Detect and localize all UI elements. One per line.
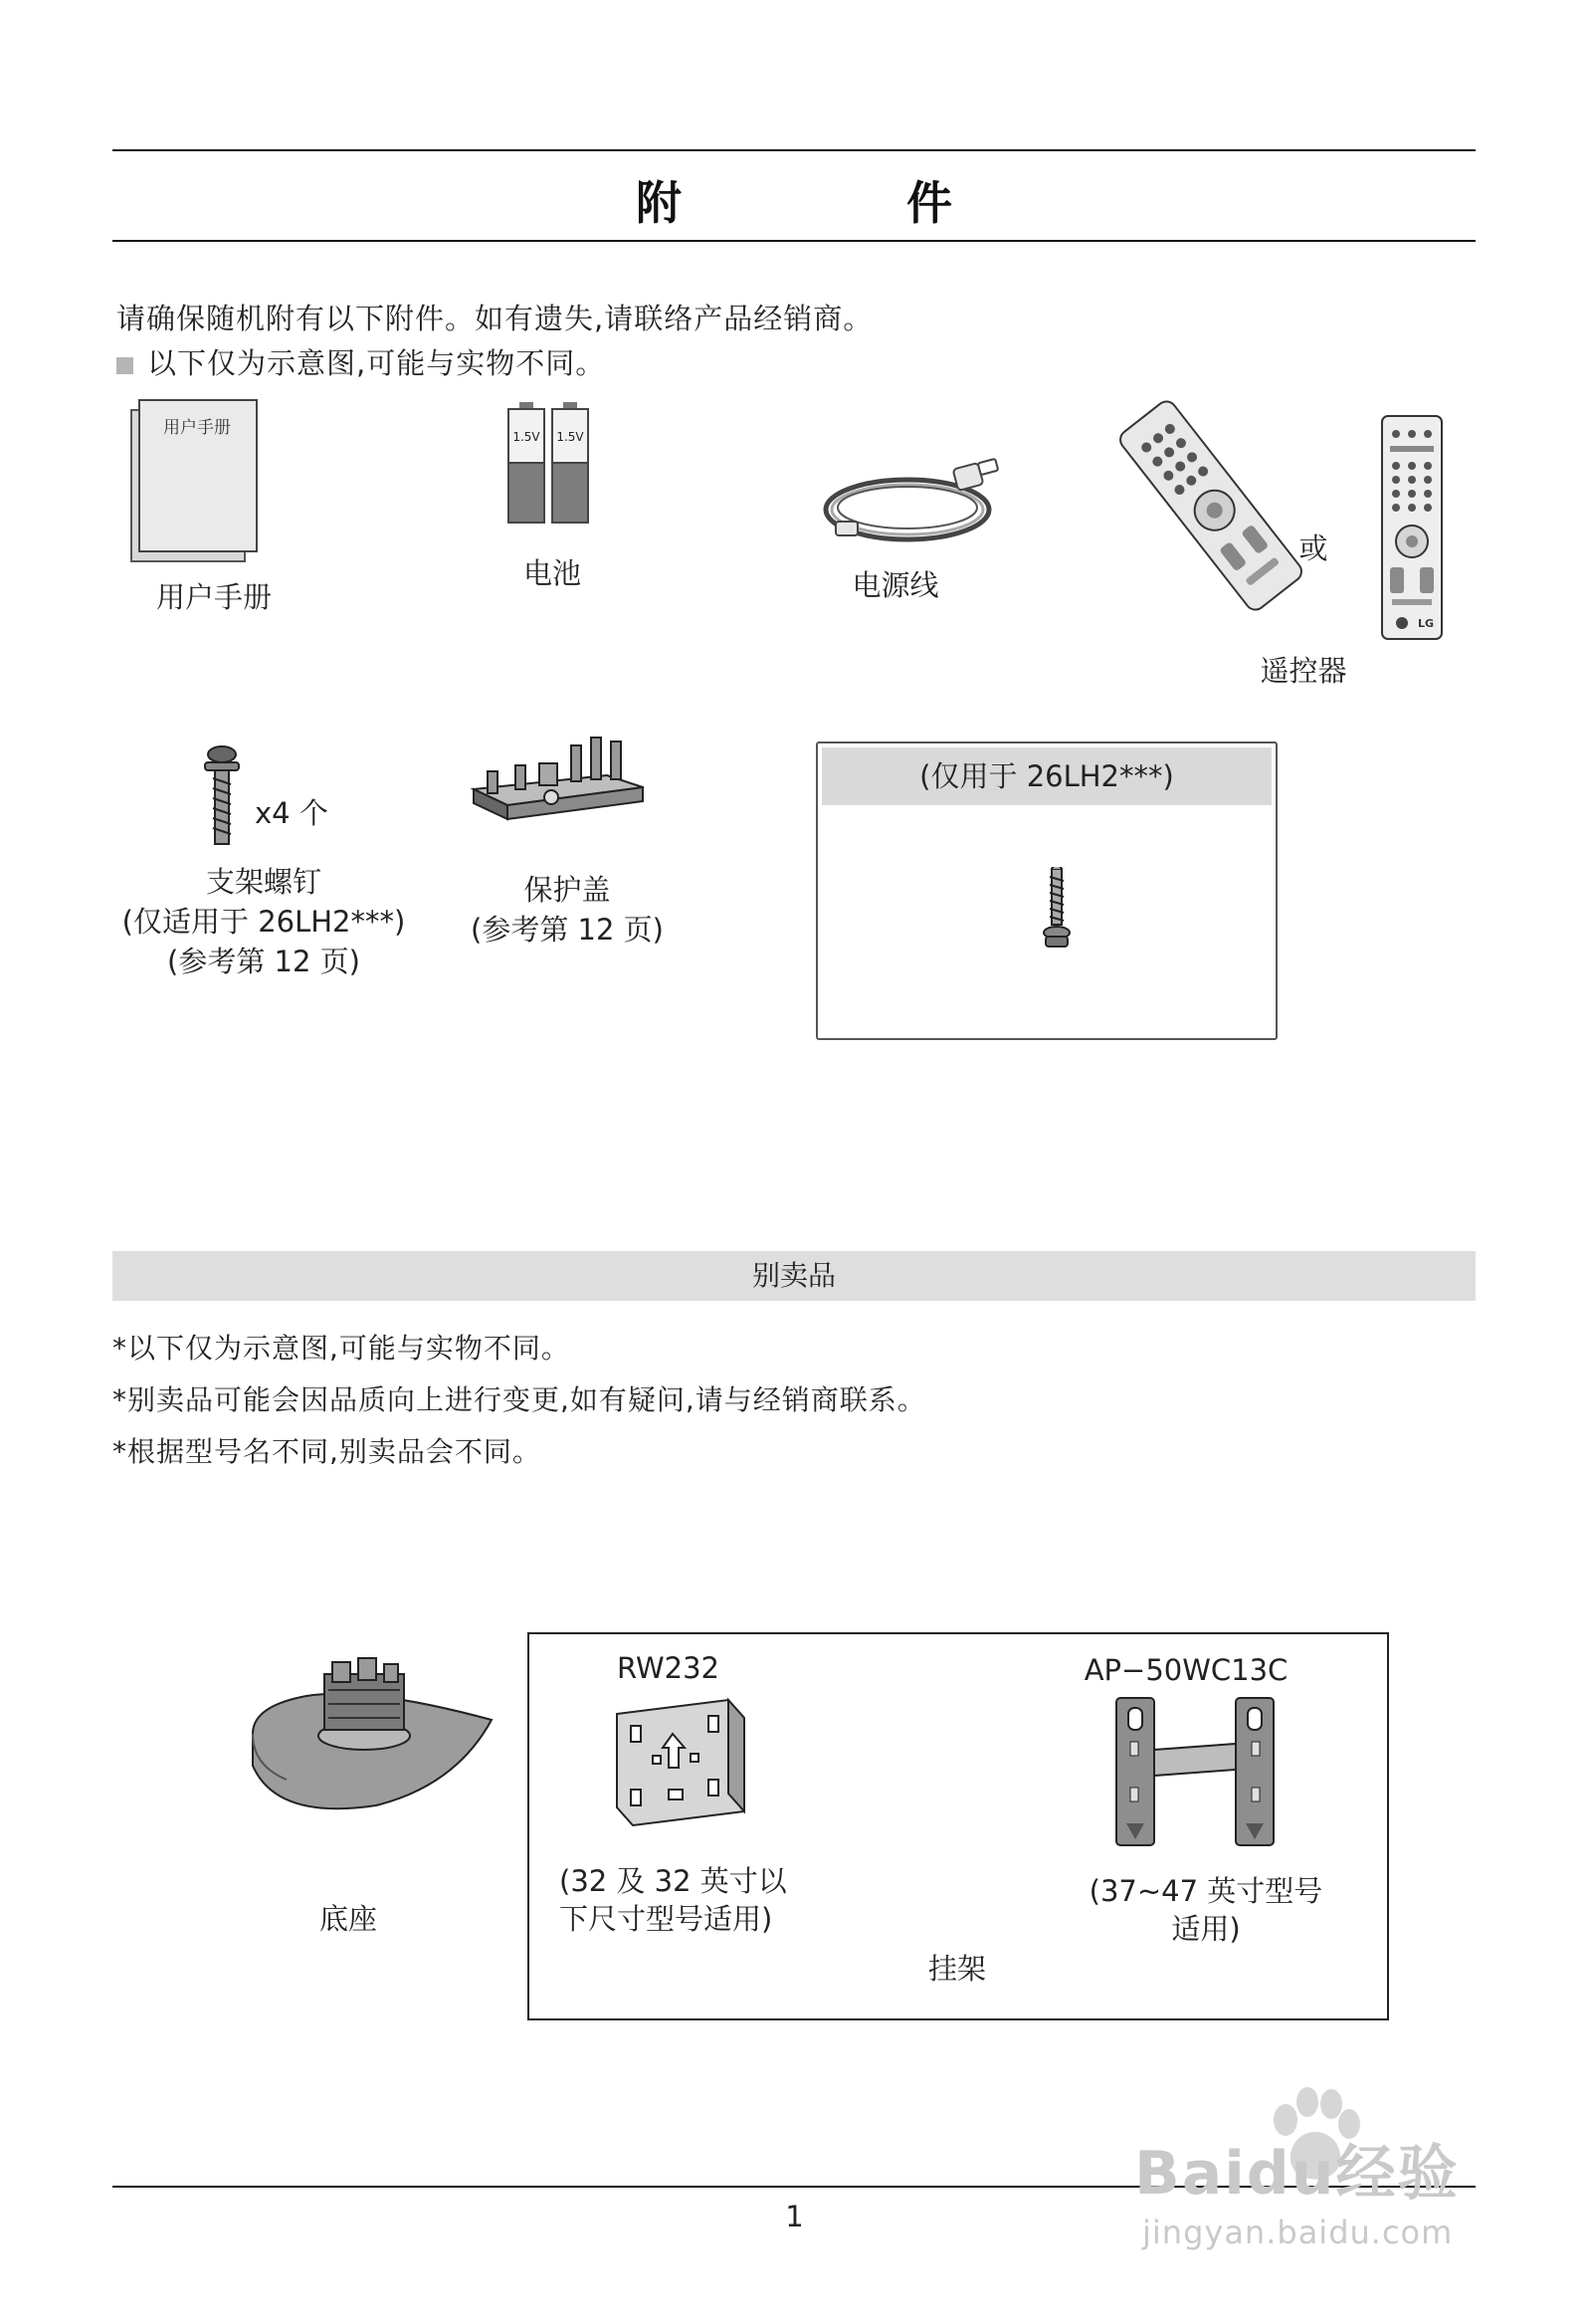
model-screw-box-header: (仅用于 26LH2***): [822, 747, 1272, 805]
optional-note-2: *别卖品可能会因品质向上进行变更,如有疑问,请与经销商联系。: [112, 1383, 926, 1416]
optional-note-1: *以下仅为示意图,可能与实物不同。: [112, 1332, 570, 1365]
power-cord-icon: [816, 446, 1005, 551]
mount-label: 挂架: [927, 1952, 986, 1986]
screw-count: x4 个: [255, 796, 328, 830]
page-number: 1: [785, 2200, 804, 2233]
intro-note-text: 以下仅为示意图,可能与实物不同。: [147, 346, 606, 380]
remote-label: 遥控器: [1260, 654, 1347, 688]
mount-desc-ap50wc13c-2: 适用): [1171, 1912, 1241, 1946]
power-cord-label: 电源线: [852, 568, 939, 602]
battery-voltage-text-2: 1.5V: [556, 430, 584, 444]
intro-text: 请确保随机附有以下附件。如有遗失,请联络产品经销商。: [116, 302, 874, 335]
stand-label: 底座: [318, 1902, 377, 1936]
mount-desc-ap50wc13c-1: (37~47 英寸型号: [1089, 1874, 1323, 1908]
title-bottom-rule: [112, 240, 1476, 242]
optional-note-3: *根据型号名不同,别卖品会不同。: [112, 1435, 541, 1468]
cover-label: 保护盖: [523, 873, 611, 907]
protection-cover-icon: [468, 730, 647, 823]
screw-note-model: (仅适用于 26LH2***): [121, 905, 406, 939]
top-rule: [112, 149, 1476, 151]
cover-note: (参考第 12 页): [471, 913, 664, 947]
stand-screw-icon: [197, 744, 247, 848]
bullet-square-icon: [116, 357, 133, 374]
mount-desc-rw232-1: (32 及 32 英寸以: [559, 1864, 787, 1898]
battery-label: 电池: [522, 556, 581, 590]
wood-screw-icon: [1042, 867, 1072, 951]
remote-or-label: 或: [1298, 531, 1328, 565]
battery-icon: [506, 401, 592, 525]
screw-label: 支架螺钉: [205, 865, 321, 899]
watermark-url: jingyan.baidu.com: [1142, 2214, 1454, 2251]
manual-label: 用户手册: [155, 580, 272, 614]
watermark-brand: Baidu经验: [1134, 2139, 1460, 2209]
model-screw-box: [816, 741, 1278, 1040]
mount-model-rw232: RW232: [617, 1651, 720, 1685]
mount-ap50wc13c-icon: [1108, 1694, 1284, 1849]
page-title: 附 件: [636, 176, 1042, 230]
optional-extras-header: 别卖品: [112, 1251, 1476, 1301]
manual-book-icon: [127, 396, 261, 563]
mount-desc-rw232-2: 下尺寸型号适用): [559, 1902, 773, 1936]
wall-mount-box: [527, 1632, 1389, 2020]
battery-voltage-text: 1.5V: [512, 430, 540, 444]
mount-rw232-icon: [613, 1694, 748, 1829]
mount-model-ap50wc13c: AP−50WC13C: [1084, 1653, 1289, 1687]
remote-control-icon: [1106, 390, 1315, 621]
tv-stand-icon: [247, 1656, 497, 1835]
remote-control-alt-icon: [1380, 414, 1444, 641]
intro-note: [116, 341, 605, 382]
screw-note-page: (参考第 12 页): [167, 945, 360, 978]
remote-brand-text: LG: [1418, 617, 1435, 630]
manual-cover-text: 用户手册: [163, 418, 231, 438]
